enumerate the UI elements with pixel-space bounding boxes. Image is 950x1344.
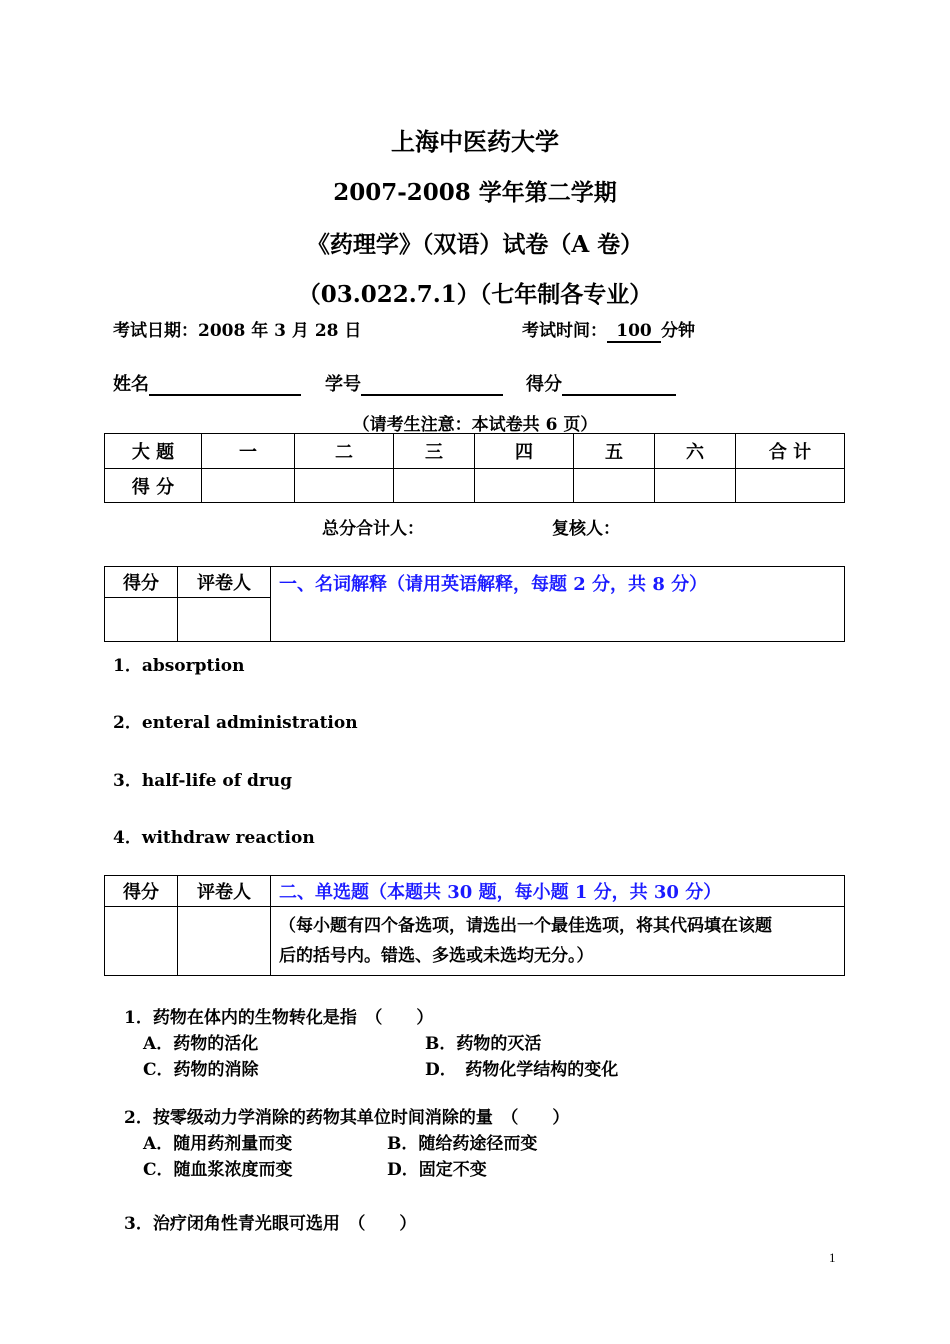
score-cell[interactable] [655, 469, 736, 503]
score-table [104, 433, 845, 503]
score-cell[interactable] [394, 469, 475, 503]
term-item: 1．absorption [113, 656, 245, 676]
total-scorer-label: 总分合计人： [322, 519, 424, 539]
question-stem: 1．药物在体内的生物转化是指 （ ） [124, 1008, 434, 1028]
exam-time [522, 316, 695, 343]
section1-title: 一、名词解释（请用英语解释，每题 2 分，共 8 分） [271, 567, 845, 642]
option-a[interactable]: A．随用药剂量而变 [143, 1134, 293, 1154]
term-item: 2．enteral administration [113, 713, 358, 733]
score-cell[interactable] [295, 469, 394, 503]
term-title: 2007-2008 学年第二学期 [333, 179, 617, 206]
score-table-header-cell: 一 [202, 434, 295, 469]
score-table-row-label: 得 分 [105, 469, 202, 503]
option-b[interactable]: B．药物的灭活 [425, 1034, 542, 1054]
score-table-header-cell: 大 题 [105, 434, 202, 469]
university-title: 上海中医药大学 [391, 127, 559, 156]
section2-header [104, 875, 845, 976]
score-table-header-cell: 五 [574, 434, 655, 469]
term-item: 4．withdraw reaction [113, 828, 315, 848]
id-field [325, 370, 503, 396]
score-field [526, 370, 676, 396]
score-cell[interactable] [736, 469, 845, 503]
section1-grader-label: 评卷人 [178, 567, 271, 598]
section2-score-label: 得分 [105, 876, 178, 907]
score-table-header-cell: 三 [394, 434, 475, 469]
exam-time-unit: 分钟 [661, 321, 695, 341]
section2-instruction-line: 后的括号内。错选、多选或未选均无分。） [279, 946, 594, 966]
score-table-header-cell: 二 [295, 434, 394, 469]
score-label: 得分 [526, 374, 562, 395]
score-blank[interactable] [562, 374, 676, 396]
name-blank[interactable] [149, 374, 301, 396]
option-d[interactable]: D．固定不变 [387, 1160, 487, 1180]
option-b[interactable]: B．随给药途径而变 [387, 1134, 538, 1154]
page-notice: （请考生注意：本试卷共 6 页） [352, 415, 598, 435]
question-stem: 2．按零级动力学消除的药物其单位时间消除的量 （ ） [124, 1108, 570, 1128]
term-item: 3．half-life of drug [113, 771, 293, 791]
name-label: 姓名 [113, 374, 149, 395]
score-table-header-cell: 四 [475, 434, 574, 469]
reviewer-label: 复核人： [552, 519, 620, 539]
exam-date: 考试日期：2008 年 3 月 28 日 [113, 321, 362, 341]
option-c[interactable]: C．随血浆浓度而变 [143, 1160, 293, 1180]
question-stem: 3．治疗闭角性青光眼可选用 （ ） [124, 1214, 417, 1234]
exam-time-value: 100 [607, 321, 661, 343]
section2-score-cell[interactable] [105, 907, 178, 976]
score-cell[interactable] [475, 469, 574, 503]
page-number: 1 [829, 1250, 836, 1265]
score-table-header-cell: 六 [655, 434, 736, 469]
score-cell[interactable] [202, 469, 295, 503]
score-table-header-row [105, 434, 845, 469]
section2-instructions [271, 907, 845, 976]
section2-title: 二、单选题（本题共 30 题，每小题 1 分，共 30 分） [271, 876, 845, 907]
course-title: 《药理学》（双语）试卷（A 卷） [306, 231, 644, 258]
option-d[interactable]: D． 药物化学结构的变化 [425, 1060, 619, 1080]
section1-grader-cell[interactable] [178, 598, 271, 642]
name-field [113, 370, 301, 396]
section2-instruction-line: （每小题有四个备选项，请选出一个最佳选项，将其代码填在该题 [279, 916, 772, 936]
course-code: （03.022.7.1）（七年制各专业） [297, 281, 653, 308]
section1-score-cell[interactable] [105, 598, 178, 642]
option-a[interactable]: A．药物的活化 [143, 1034, 259, 1054]
id-label: 学号 [325, 374, 361, 395]
section1-score-label: 得分 [105, 567, 178, 598]
section2-grader-label: 评卷人 [178, 876, 271, 907]
score-table-score-row [105, 469, 845, 503]
score-cell[interactable] [574, 469, 655, 503]
exam-time-label: 考试时间： [522, 321, 607, 341]
score-table-header-cell: 合 计 [736, 434, 845, 469]
id-blank[interactable] [361, 374, 503, 396]
section1-header [104, 566, 845, 642]
section2-grader-cell[interactable] [178, 907, 271, 976]
option-c[interactable]: C．药物的消除 [143, 1060, 259, 1080]
